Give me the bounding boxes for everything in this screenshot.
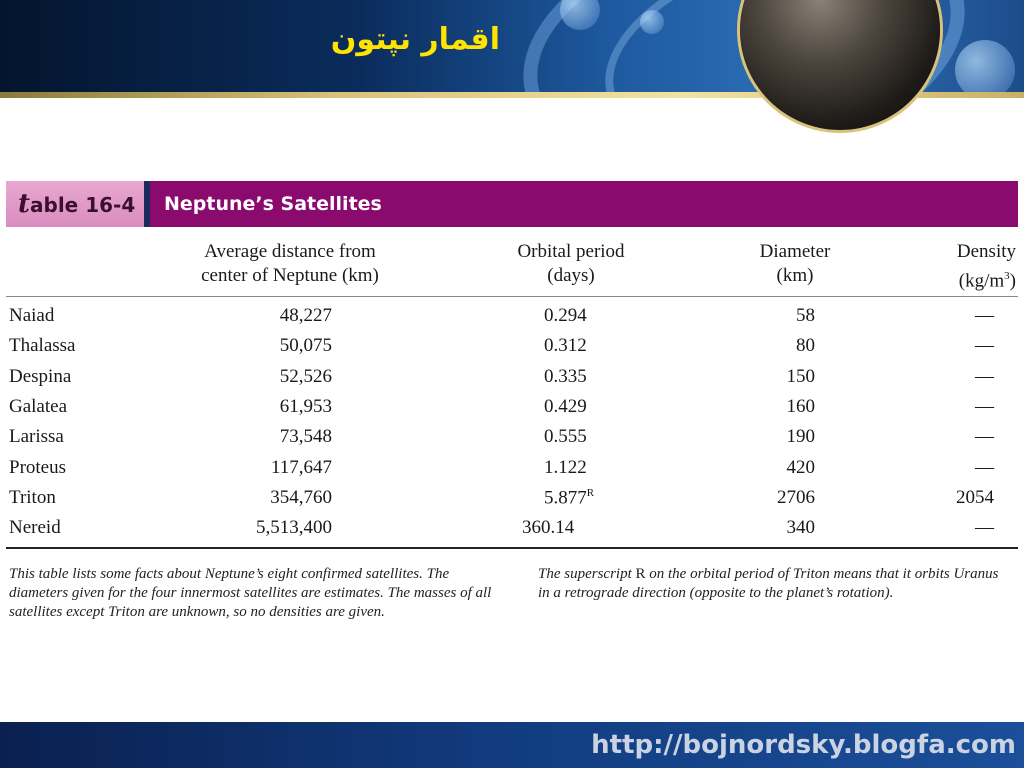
density-cell: — (975, 365, 994, 387)
column-header-line: center of Neptune (km) (201, 265, 379, 286)
period-value: 0.429 (544, 395, 587, 417)
period-cell (544, 335, 587, 357)
distance-cell: 61,953 (279, 395, 332, 417)
footnote-right-letter: R (635, 566, 646, 582)
diameter-cell: 190 (786, 426, 815, 448)
table-number (18, 189, 135, 219)
density-cell: — (975, 305, 994, 326)
table-row (0, 517, 1024, 547)
table-row (0, 335, 1024, 365)
footer-bar (0, 722, 1024, 768)
column-header-distance (170, 240, 410, 288)
satellite-name: Thalassa (9, 335, 76, 357)
period-value: 5.877 (544, 487, 587, 509)
table-row (0, 457, 1024, 487)
period-cell (522, 517, 574, 539)
density-cell: — (975, 335, 994, 357)
bottom-rule (6, 547, 1018, 549)
diameter-cell: 420 (786, 456, 815, 478)
diameter-cell: 160 (786, 395, 815, 417)
diameter-cell: 340 (786, 517, 815, 539)
distance-cell: 117,647 (270, 456, 332, 478)
density-cell: — (975, 456, 994, 478)
slide-title: اقمار نپتون (330, 22, 500, 57)
density-unit-sup: 3 (1004, 270, 1010, 282)
period-cell (544, 305, 587, 327)
period-value: 0.312 (544, 335, 587, 357)
distance-cell: 5,513,400 (256, 517, 332, 539)
distance-cell: 354,760 (270, 486, 332, 508)
period-value: 0.294 (544, 305, 587, 326)
satellite-name: Despina (9, 365, 72, 387)
table-banner (6, 181, 1018, 227)
period-cell (544, 396, 587, 418)
banner-separator (144, 181, 150, 227)
density-unit-prefix: (kg/m (958, 270, 1005, 292)
density-cell: — (975, 426, 994, 448)
footnote-left: This table lists some facts about Neptune’s eight confirmed satellites. The diameters given for the four innermost satellites are estimates. The masses of all satellites except Triton are unknown, so no densities are given. (9, 566, 492, 620)
density-cell: 2054 (956, 486, 994, 508)
distance-cell: 52,526 (279, 365, 332, 387)
period-cell (544, 457, 587, 479)
density-cell: — (975, 395, 994, 417)
decorative-bubble (955, 40, 1015, 98)
table-row (0, 366, 1024, 396)
period-value: 360.14 (522, 517, 575, 539)
column-header-line: Average distance from (204, 241, 376, 262)
column-header-line: Orbital period (517, 241, 625, 262)
distance-cell: 50,075 (279, 335, 332, 357)
satellite-name: Nereid (9, 517, 61, 539)
period-superscript: R (586, 486, 595, 499)
period-cell (544, 426, 587, 448)
table-row (0, 426, 1024, 456)
table-title: Neptune’s Satellites (164, 193, 382, 215)
column-header-diameter (740, 240, 850, 288)
footnote-right-after: on the orbital period of Triton means that it orbits Uranus in a retrograde direction (opposite to the planet’s rotation). (538, 566, 999, 601)
table-number-tab (6, 181, 144, 227)
density-cell: — (975, 517, 994, 539)
column-header-line: (days) (547, 265, 595, 286)
planet-image (740, 0, 940, 130)
footnote-right-before: The superscript (538, 566, 636, 582)
period-value: 1.122 (544, 456, 587, 478)
decorative-bubble (640, 10, 664, 34)
period-value: 0.335 (544, 365, 587, 387)
satellite-name: Larissa (9, 426, 64, 448)
table-number-rest: able 16-4 (30, 193, 136, 217)
distance-cell: 73,548 (279, 426, 332, 448)
satellite-name: Triton (9, 486, 56, 508)
satellite-name: Galatea (9, 395, 68, 417)
distance-cell: 48,227 (279, 305, 332, 326)
column-header-line: (km) (776, 265, 814, 286)
satellite-name: Naiad (9, 305, 55, 326)
column-header-line (930, 264, 1024, 293)
density-unit-suffix: ) (1009, 270, 1016, 292)
header-rule (6, 296, 1018, 297)
table-row (0, 487, 1024, 517)
column-header-density (930, 240, 1024, 293)
column-header-period (491, 240, 651, 288)
footnote-right (538, 565, 1008, 603)
column-header-line: Diameter (759, 241, 831, 262)
period-cell (544, 487, 594, 509)
column-header-line: Density (956, 241, 1016, 262)
satellite-name: Proteus (9, 456, 66, 478)
period-cell (544, 366, 587, 388)
diameter-cell: 150 (786, 365, 815, 387)
diameter-cell: 80 (796, 335, 815, 357)
footer-url: http://bojnordsky.blogfa.com (591, 730, 1016, 760)
table-number-initial: t (18, 189, 31, 219)
table-row (0, 305, 1024, 335)
diameter-cell: 58 (796, 305, 815, 326)
table-row (0, 396, 1024, 426)
diameter-cell: 2706 (777, 486, 815, 508)
period-value: 0.555 (544, 426, 587, 448)
